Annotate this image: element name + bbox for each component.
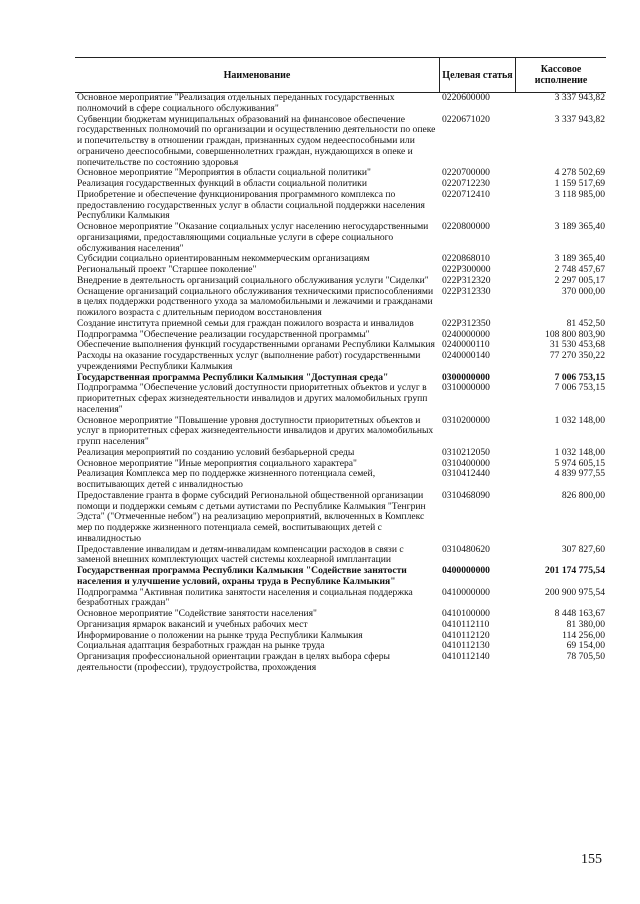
row-amount: 114 256,00 xyxy=(562,629,605,641)
row-name: Реализация Комплекса мер по поддержке жизненного потенциала семей, воспитывающих детей с инвалидностью xyxy=(77,468,376,490)
row-name: Создание института приемной семьи для граждан пожилого возраста и инвалидов xyxy=(77,317,414,329)
row-amount: 3 337 943,82 xyxy=(554,92,605,103)
row-amount: 307 827,60 xyxy=(561,543,605,555)
row-amount: 81 452,50 xyxy=(566,317,605,329)
row-amount: 69 154,00 xyxy=(566,640,605,652)
row-target-article: 0240000110 xyxy=(442,339,490,351)
row-amount: 81 380,00 xyxy=(566,618,605,630)
row-amount: 8 448 163,67 xyxy=(554,608,605,619)
row-name: Основное мероприятие "Мероприятия в области социальной политики" xyxy=(77,167,371,179)
row-amount: 3 118 985,00 xyxy=(554,188,605,200)
row-name: Обеспечение выполнения функций государственными органами Республики Калмыкия xyxy=(77,339,435,351)
row-target-article: 0410000000 xyxy=(442,586,490,598)
row-name: Основное мероприятие "Реализация отдельных переданных государственных полномочий в сфере социального обслуживания" xyxy=(77,92,395,114)
row-amount: 3 337 943,82 xyxy=(554,113,605,125)
row-target-article: 0310212050 xyxy=(442,446,490,458)
row-target-article: 022P300000 xyxy=(442,264,491,275)
table-row xyxy=(75,416,606,448)
row-name: Подпрограмма "Обеспечение условий доступности приоритетных объектов и услуг в приоритетных сферах жизнедеятельности инвалидов и других маломобильных групп населения" xyxy=(77,382,428,415)
row-amount: 201 174 775,54 xyxy=(545,565,605,576)
row-target-article: 0220868010 xyxy=(442,253,490,265)
table-row xyxy=(75,190,606,222)
row-amount: 4 278 502,69 xyxy=(554,167,605,179)
row-target-article: 0220600000 xyxy=(442,92,490,103)
table-row xyxy=(75,448,606,459)
row-target-article: 0310200000 xyxy=(442,414,490,426)
row-target-article: 0310480620 xyxy=(442,543,490,555)
row-target-article: 0310000000 xyxy=(442,382,490,394)
header-cash-execution: Кассовое исполнение xyxy=(534,64,588,86)
row-name: Субвенции бюджетам муниципальных образований на финансовое обеспечение государственных полномочий по организации и осуществлению деятельности по опеке и попечительству в отношении граждан, признанных судом недееспособными или ограничено дееспособными, совершеннолетних граждан, нуждающихся в опеке и попечительстве по состоянию здоровья xyxy=(77,113,436,168)
table-row xyxy=(75,566,606,588)
row-amount: 31 530 453,68 xyxy=(549,339,605,351)
row-amount: 4 839 977,55 xyxy=(554,468,605,480)
table-row xyxy=(75,588,606,610)
table-row xyxy=(75,319,606,330)
row-name: Внедрение в деятельность организаций социального обслуживания услуги "Сиделки" xyxy=(77,274,429,286)
row-target-article: 0240000000 xyxy=(442,328,490,340)
row-target-article: 0220712410 xyxy=(442,188,490,200)
row-target-article: 0310412440 xyxy=(442,468,490,480)
row-name: Предоставление инвалидам и детям-инвалидам компенсации расходов в связи с заменой внешних комплектующих частей системы кохлеарной имплантации xyxy=(77,543,404,566)
row-target-article: 0300000000 xyxy=(442,371,490,383)
row-target-article: 0220700000 xyxy=(442,167,490,179)
table-row xyxy=(75,276,606,287)
row-name: Основное мероприятие "Оказание социальных услуг населению негосударственными организациями, предоставляющими социальные услуги в сфере социального обслуживания населения" xyxy=(77,221,429,254)
row-name: Организация профессиональной ориентации граждан в целях выбора сферы деятельности (профессии), трудоустройства, прохождения xyxy=(77,651,391,673)
row-name: Основное мероприятие "Иные мероприятия социального характера" xyxy=(77,457,357,469)
row-amount: 2 297 005,17 xyxy=(554,274,605,286)
row-target-article: 0310468090 xyxy=(442,489,490,501)
row-name: Реализация государственных функций в области социальной политики xyxy=(77,178,367,189)
row-amount: 78 705,50 xyxy=(566,651,605,662)
row-target-article: 0410112130 xyxy=(442,640,490,652)
table-row xyxy=(75,351,606,373)
row-amount: 3 189 365,40 xyxy=(554,221,605,232)
table-row xyxy=(75,222,606,254)
table-row xyxy=(75,115,606,169)
row-amount: 108 800 803,90 xyxy=(545,328,605,340)
row-amount: 7 006 753,15 xyxy=(554,371,605,383)
row-target-article: 0410112140 xyxy=(442,651,490,662)
row-amount: 5 974 605,15 xyxy=(554,457,605,469)
header-target-article: Целевая статья xyxy=(440,58,516,92)
row-target-article: 0410100000 xyxy=(442,608,490,619)
row-name: Реализация мероприятий по созданию условий безбарьерной среды xyxy=(77,446,355,458)
row-amount: 1 032 148,00 xyxy=(554,414,605,426)
row-amount: 1 032 148,00 xyxy=(554,446,605,458)
row-amount: 2 748 457,67 xyxy=(554,264,605,275)
row-name: Информирование о положении на рынке труда Республики Калмыкия xyxy=(77,629,363,641)
row-name: Приобретение и обеспечение функционирования программного комплекса по предоставлению государственных услуг в области социальной поддержки населения Республики Калмыкия xyxy=(77,188,425,222)
row-target-article: 0410112120 xyxy=(442,629,490,641)
row-name: Основное мероприятие "Содействие занятости населения" xyxy=(77,608,317,619)
row-name: Региональный проект "Старшее поколение" xyxy=(77,264,257,275)
row-name: Оснащение организаций социального обслуживания техническими приспособлениями в целях поддержки родственного ухода за маломобильными и лежачими и гражданами пожилого возраста с длительным периодом восстановления xyxy=(77,285,434,318)
table-row xyxy=(75,469,606,491)
table-row xyxy=(75,545,606,567)
row-amount: 7 006 753,15 xyxy=(554,382,605,394)
row-amount: 3 189 365,40 xyxy=(554,253,605,265)
header-name: Наименование xyxy=(75,58,440,92)
row-target-article: 0410112110 xyxy=(442,618,490,630)
row-amount: 370 000,00 xyxy=(561,285,605,297)
table-row xyxy=(75,383,606,415)
row-target-article: 0240000140 xyxy=(442,350,490,361)
row-name: Расходы на оказание государственных услуг (выполнение работ) государственными учреждениями Республики Калмыкия xyxy=(77,350,421,372)
table-row xyxy=(75,491,606,545)
table-header xyxy=(75,57,606,93)
row-name: Организация ярмарок вакансий и учебных рабочих мест xyxy=(77,618,308,630)
row-name: Предоставление гранта в форме субсидий Региональной общественной организации помощи и поддержки семьям с детьми аутистами по Республике Калмыкия "Тенгрин Эдста" ("Отмеченные небом") на реализацию мероприятий, включенных в Комплекс мер по поддержке жизненного потенциала семей, воспитывающих детей с инвалидностью xyxy=(77,489,426,544)
row-name: Государственная программа Республики Калмыкия "Доступная среда" xyxy=(77,371,389,383)
row-target-article: 0220800000 xyxy=(442,221,490,232)
row-amount: 826 800,00 xyxy=(561,489,605,501)
row-target-article: 0220712230 xyxy=(442,178,490,189)
row-target-article: 0220671020 xyxy=(442,113,490,125)
row-target-article: 0400000000 xyxy=(442,565,490,576)
table-row xyxy=(75,652,606,674)
row-name: Основное мероприятие "Повышение уровня доступности приоритетных объектов и услуг в приоритетных сферах жизнедеятельности инвалидов и других маломобильных групп населения" xyxy=(77,414,434,447)
row-target-article: 022P312350 xyxy=(442,317,491,329)
row-name: Подпрограмма "Обеспечение реализации государственной программы" xyxy=(77,328,370,340)
row-name: Субсидии социально ориентированным некоммерческим организациям xyxy=(77,253,370,265)
row-amount: 200 900 975,54 xyxy=(545,586,605,598)
table-row xyxy=(75,93,606,115)
row-name: Социальная адаптация безработных граждан на рынке труда xyxy=(77,640,325,652)
row-amount: 77 270 350,22 xyxy=(549,350,605,361)
table-body xyxy=(75,93,606,674)
budget-table xyxy=(75,57,606,674)
row-target-article: 0310400000 xyxy=(442,457,490,469)
page-number: 155 xyxy=(581,852,602,867)
row-amount: 1 159 517,69 xyxy=(554,178,605,189)
row-target-article: 022P312320 xyxy=(442,274,491,286)
row-name: Государственная программа Республики Калмыкия "Содействие занятости населения и улучшение условий, охраны труда в Республике Калмыкия" xyxy=(77,565,407,587)
row-name: Подпрограмма "Активная политика занятости населения и социальная поддержка безработных граждан" xyxy=(77,586,413,609)
row-target-article: 022P312330 xyxy=(442,285,491,297)
table-row xyxy=(75,287,606,319)
table-row xyxy=(75,620,606,631)
